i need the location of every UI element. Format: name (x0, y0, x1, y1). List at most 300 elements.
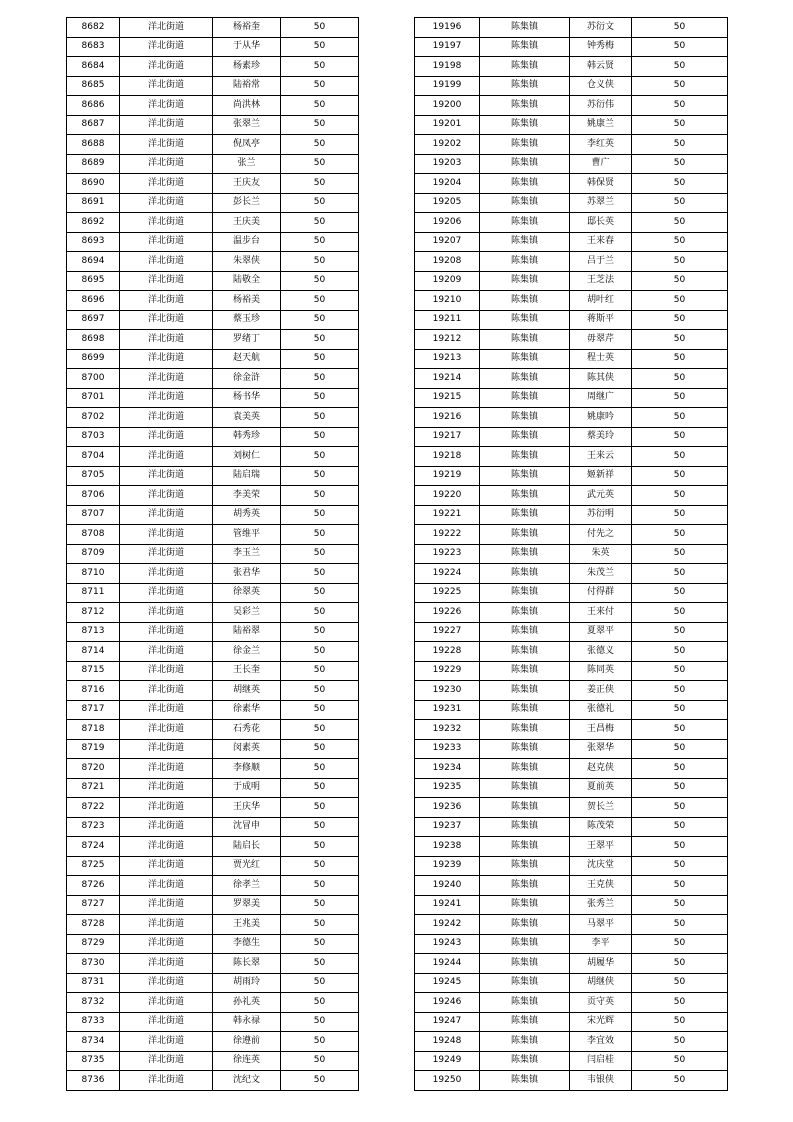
name-cell: 罗绪丁 (213, 330, 281, 350)
name-cell: 付得群 (570, 583, 632, 603)
name-cell: 王长奎 (213, 661, 281, 681)
amount-cell: 50 (281, 310, 359, 330)
name-cell: 杨素珍 (213, 57, 281, 77)
name-cell: 张兰 (213, 154, 281, 174)
table-row (67, 213, 359, 233)
amount-cell: 50 (632, 349, 728, 369)
serial-number-cell: 8696 (67, 291, 120, 311)
township-cell: 陈集镇 (480, 642, 570, 662)
township-cell: 洋北街道 (120, 252, 213, 272)
name-cell: 陆裕常 (213, 76, 281, 96)
name-cell: 毋翠芹 (570, 330, 632, 350)
name-cell: 杨裕奎 (213, 18, 281, 38)
township-cell: 洋北街道 (120, 661, 213, 681)
name-cell: 闫启桂 (570, 1051, 632, 1071)
township-cell: 洋北街道 (120, 427, 213, 447)
amount-cell: 50 (281, 291, 359, 311)
table-row (67, 252, 359, 272)
serial-number-cell: 19239 (415, 856, 480, 876)
name-cell: 于成明 (213, 778, 281, 798)
name-cell: 张德礼 (570, 700, 632, 720)
amount-cell: 50 (632, 213, 728, 233)
township-cell: 洋北街道 (120, 369, 213, 389)
table-row (67, 973, 359, 993)
amount-cell: 50 (281, 700, 359, 720)
table-row (415, 57, 728, 77)
township-cell: 洋北街道 (120, 505, 213, 525)
serial-number-cell: 8687 (67, 115, 120, 135)
serial-number-cell: 19199 (415, 76, 480, 96)
township-cell: 洋北街道 (120, 973, 213, 993)
township-cell: 洋北街道 (120, 876, 213, 896)
serial-number-cell: 19207 (415, 232, 480, 252)
serial-number-cell: 8699 (67, 349, 120, 369)
township-cell: 陈集镇 (480, 661, 570, 681)
amount-cell: 50 (281, 408, 359, 428)
name-cell: 胡继英 (213, 681, 281, 701)
amount-cell: 50 (632, 466, 728, 486)
serial-number-cell: 8736 (67, 1071, 120, 1091)
serial-number-cell: 8685 (67, 76, 120, 96)
township-cell: 陈集镇 (480, 57, 570, 77)
serial-number-cell: 19234 (415, 759, 480, 779)
amount-cell: 50 (632, 330, 728, 350)
township-cell: 洋北街道 (120, 544, 213, 564)
table-row (67, 759, 359, 779)
amount-cell: 50 (632, 76, 728, 96)
serial-number-cell: 19223 (415, 544, 480, 564)
name-cell: 钟秀梅 (570, 37, 632, 57)
table-row (415, 1032, 728, 1052)
amount-cell: 50 (632, 739, 728, 759)
name-cell: 胡雨玲 (213, 973, 281, 993)
table-row (415, 1012, 728, 1032)
township-cell: 洋北街道 (120, 1012, 213, 1032)
name-cell: 姚康兰 (570, 115, 632, 135)
serial-number-cell: 8720 (67, 759, 120, 779)
name-cell: 赵克侠 (570, 759, 632, 779)
serial-number-cell: 19220 (415, 486, 480, 506)
township-cell: 陈集镇 (480, 37, 570, 57)
name-cell: 王来春 (570, 232, 632, 252)
table-row (67, 954, 359, 974)
name-cell: 杨书华 (213, 388, 281, 408)
serial-number-cell: 19212 (415, 330, 480, 350)
serial-number-cell: 8719 (67, 739, 120, 759)
serial-number-cell: 8684 (67, 57, 120, 77)
table-row (67, 564, 359, 584)
name-cell: 韩保贤 (570, 174, 632, 194)
township-cell: 洋北街道 (120, 154, 213, 174)
name-cell: 胡叶红 (570, 291, 632, 311)
serial-number-cell: 8706 (67, 486, 120, 506)
name-cell: 贾光红 (213, 856, 281, 876)
serial-number-cell: 19208 (415, 252, 480, 272)
table-row (415, 954, 728, 974)
serial-number-cell: 8721 (67, 778, 120, 798)
table-row (415, 759, 728, 779)
township-cell: 洋北街道 (120, 583, 213, 603)
township-cell: 陈集镇 (480, 310, 570, 330)
township-cell: 洋北街道 (120, 856, 213, 876)
township-cell: 洋北街道 (120, 310, 213, 330)
name-cell: 王翠平 (570, 837, 632, 857)
amount-cell: 50 (281, 349, 359, 369)
table-row (415, 193, 728, 213)
table-row (415, 96, 728, 116)
table-row (415, 271, 728, 291)
serial-number-cell: 8697 (67, 310, 120, 330)
serial-number-cell: 8686 (67, 96, 120, 116)
table-row (67, 798, 359, 818)
table-row (415, 895, 728, 915)
serial-number-cell: 8704 (67, 447, 120, 467)
name-cell: 苏衍伟 (570, 96, 632, 116)
township-cell: 陈集镇 (480, 778, 570, 798)
name-cell: 蔡玉珍 (213, 310, 281, 330)
amount-cell: 50 (281, 330, 359, 350)
serial-number-cell: 8716 (67, 681, 120, 701)
township-cell: 洋北街道 (120, 57, 213, 77)
name-cell: 沈冒申 (213, 817, 281, 837)
township-cell: 洋北街道 (120, 837, 213, 857)
amount-cell: 50 (281, 817, 359, 837)
serial-number-cell: 19206 (415, 213, 480, 233)
table-row (415, 739, 728, 759)
township-cell: 陈集镇 (480, 330, 570, 350)
serial-number-cell: 19196 (415, 18, 480, 38)
amount-cell: 50 (281, 934, 359, 954)
name-cell: 姜正侠 (570, 681, 632, 701)
serial-number-cell: 8712 (67, 603, 120, 623)
table-row (415, 876, 728, 896)
township-cell: 洋北街道 (120, 798, 213, 818)
table-row (67, 369, 359, 389)
table-row (67, 681, 359, 701)
serial-number-cell: 19204 (415, 174, 480, 194)
name-cell: 王克侠 (570, 876, 632, 896)
table-row (67, 1032, 359, 1052)
table-row (67, 486, 359, 506)
amount-cell: 50 (281, 798, 359, 818)
name-cell: 李宜效 (570, 1032, 632, 1052)
table-row (415, 291, 728, 311)
township-cell: 洋北街道 (120, 759, 213, 779)
right-roster-table (414, 17, 728, 1091)
amount-cell: 50 (632, 252, 728, 272)
township-cell: 洋北街道 (120, 993, 213, 1013)
township-cell: 陈集镇 (480, 271, 570, 291)
amount-cell: 50 (281, 174, 359, 194)
township-cell: 洋北街道 (120, 271, 213, 291)
amount-cell: 50 (281, 427, 359, 447)
table-row (67, 837, 359, 857)
serial-number-cell: 19224 (415, 564, 480, 584)
name-cell: 马翠平 (570, 915, 632, 935)
serial-number-cell: 19205 (415, 193, 480, 213)
township-cell: 洋北街道 (120, 388, 213, 408)
name-cell: 王兆美 (213, 915, 281, 935)
name-cell: 徐金浒 (213, 369, 281, 389)
table-row (67, 18, 359, 38)
township-cell: 洋北街道 (120, 525, 213, 545)
amount-cell: 50 (632, 18, 728, 38)
serial-number-cell: 8714 (67, 642, 120, 662)
township-cell: 陈集镇 (480, 486, 570, 506)
table-row (67, 174, 359, 194)
amount-cell: 50 (632, 564, 728, 584)
serial-number-cell: 8732 (67, 993, 120, 1013)
serial-number-cell: 8723 (67, 817, 120, 837)
amount-cell: 50 (281, 583, 359, 603)
table-row (67, 271, 359, 291)
township-cell: 陈集镇 (480, 934, 570, 954)
serial-number-cell: 19240 (415, 876, 480, 896)
serial-number-cell: 8718 (67, 720, 120, 740)
amount-cell: 50 (281, 681, 359, 701)
table-row (415, 135, 728, 155)
township-cell: 洋北街道 (120, 408, 213, 428)
name-cell: 贺长兰 (570, 798, 632, 818)
amount-cell: 50 (632, 817, 728, 837)
township-cell: 陈集镇 (480, 720, 570, 740)
name-cell: 朱翠侠 (213, 252, 281, 272)
name-cell: 刘树仁 (213, 447, 281, 467)
serial-number-cell: 19244 (415, 954, 480, 974)
township-cell: 陈集镇 (480, 622, 570, 642)
name-cell: 蔡美玲 (570, 427, 632, 447)
name-cell: 沈庆堂 (570, 856, 632, 876)
name-cell: 倪凤亭 (213, 135, 281, 155)
amount-cell: 50 (281, 193, 359, 213)
township-cell: 陈集镇 (480, 76, 570, 96)
table-row (415, 310, 728, 330)
township-cell: 陈集镇 (480, 427, 570, 447)
amount-cell: 50 (632, 408, 728, 428)
township-cell: 陈集镇 (480, 135, 570, 155)
table-row (415, 18, 728, 38)
serial-number-cell: 19200 (415, 96, 480, 116)
name-cell: 管维平 (213, 525, 281, 545)
township-cell: 洋北街道 (120, 895, 213, 915)
amount-cell: 50 (632, 525, 728, 545)
amount-cell: 50 (632, 603, 728, 623)
serial-number-cell: 8710 (67, 564, 120, 584)
township-cell: 陈集镇 (480, 837, 570, 857)
serial-number-cell: 19245 (415, 973, 480, 993)
serial-number-cell: 8722 (67, 798, 120, 818)
serial-number-cell: 19246 (415, 993, 480, 1013)
township-cell: 陈集镇 (480, 681, 570, 701)
amount-cell: 50 (632, 57, 728, 77)
township-cell: 陈集镇 (480, 1051, 570, 1071)
table-row (67, 583, 359, 603)
serial-number-cell: 8700 (67, 369, 120, 389)
serial-number-cell: 8682 (67, 18, 120, 38)
township-cell: 陈集镇 (480, 915, 570, 935)
township-cell: 洋北街道 (120, 954, 213, 974)
township-cell: 陈集镇 (480, 759, 570, 779)
table-row (415, 544, 728, 564)
serial-number-cell: 19229 (415, 661, 480, 681)
amount-cell: 50 (281, 447, 359, 467)
amount-cell: 50 (632, 310, 728, 330)
table-row (415, 856, 728, 876)
township-cell: 洋北街道 (120, 778, 213, 798)
amount-cell: 50 (632, 96, 728, 116)
amount-cell: 50 (632, 720, 728, 740)
name-cell: 夏前英 (570, 778, 632, 798)
township-cell: 陈集镇 (480, 993, 570, 1013)
township-cell: 陈集镇 (480, 1012, 570, 1032)
table-row (415, 720, 728, 740)
township-cell: 陈集镇 (480, 798, 570, 818)
township-cell: 洋北街道 (120, 700, 213, 720)
name-cell: 王庆美 (213, 213, 281, 233)
amount-cell: 50 (281, 739, 359, 759)
table-row (67, 154, 359, 174)
table-row (415, 525, 728, 545)
name-cell: 尚洪林 (213, 96, 281, 116)
township-cell: 陈集镇 (480, 18, 570, 38)
amount-cell: 50 (632, 486, 728, 506)
amount-cell: 50 (281, 76, 359, 96)
township-cell: 陈集镇 (480, 603, 570, 623)
table-row (67, 876, 359, 896)
name-cell: 李平 (570, 934, 632, 954)
name-cell: 夏翠平 (570, 622, 632, 642)
serial-number-cell: 8692 (67, 213, 120, 233)
name-cell: 陈同英 (570, 661, 632, 681)
serial-number-cell: 19215 (415, 388, 480, 408)
township-cell: 洋北街道 (120, 915, 213, 935)
table-row (67, 739, 359, 759)
amount-cell: 50 (281, 135, 359, 155)
table-row (415, 700, 728, 720)
amount-cell: 50 (281, 856, 359, 876)
amount-cell: 50 (281, 154, 359, 174)
name-cell: 姚康吟 (570, 408, 632, 428)
township-cell: 洋北街道 (120, 447, 213, 467)
table-row (67, 622, 359, 642)
township-cell: 洋北街道 (120, 681, 213, 701)
name-cell: 袁美英 (213, 408, 281, 428)
name-cell: 宋光辉 (570, 1012, 632, 1032)
table-row (415, 603, 728, 623)
name-cell: 徐遵前 (213, 1032, 281, 1052)
amount-cell: 50 (281, 895, 359, 915)
name-cell: 王昌梅 (570, 720, 632, 740)
township-cell: 洋北街道 (120, 1071, 213, 1091)
serial-number-cell: 8726 (67, 876, 120, 896)
table-row (415, 213, 728, 233)
table-row (67, 135, 359, 155)
name-cell: 陆裕翠 (213, 622, 281, 642)
table-row (415, 505, 728, 525)
table-row (67, 642, 359, 662)
table-row (67, 700, 359, 720)
name-cell: 陈长翠 (213, 954, 281, 974)
table-row (415, 934, 728, 954)
serial-number-cell: 8690 (67, 174, 120, 194)
amount-cell: 50 (281, 954, 359, 974)
name-cell: 周继广 (570, 388, 632, 408)
name-cell: 李美荣 (213, 486, 281, 506)
serial-number-cell: 8725 (67, 856, 120, 876)
table-row (415, 642, 728, 662)
amount-cell: 50 (632, 1051, 728, 1071)
amount-cell: 50 (632, 115, 728, 135)
serial-number-cell: 19216 (415, 408, 480, 428)
township-cell: 陈集镇 (480, 349, 570, 369)
name-cell: 蒋斯平 (570, 310, 632, 330)
table-row (415, 174, 728, 194)
table-row (415, 993, 728, 1013)
table-row (415, 232, 728, 252)
serial-number-cell: 19247 (415, 1012, 480, 1032)
serial-number-cell: 19227 (415, 622, 480, 642)
serial-number-cell: 19237 (415, 817, 480, 837)
amount-cell: 50 (632, 505, 728, 525)
township-cell: 陈集镇 (480, 174, 570, 194)
amount-cell: 50 (281, 778, 359, 798)
table-row (67, 525, 359, 545)
table-row (415, 778, 728, 798)
township-cell: 洋北街道 (120, 96, 213, 116)
amount-cell: 50 (632, 798, 728, 818)
township-cell: 洋北街道 (120, 291, 213, 311)
serial-number-cell: 19203 (415, 154, 480, 174)
table-row (67, 915, 359, 935)
serial-number-cell: 8695 (67, 271, 120, 291)
name-cell: 王来付 (570, 603, 632, 623)
township-cell: 洋北街道 (120, 934, 213, 954)
amount-cell: 50 (632, 37, 728, 57)
table-row (415, 486, 728, 506)
table-row (415, 661, 728, 681)
table-row (415, 466, 728, 486)
name-cell: 武元英 (570, 486, 632, 506)
amount-cell: 50 (281, 544, 359, 564)
name-cell: 孙礼英 (213, 993, 281, 1013)
table-row (415, 583, 728, 603)
table-row (67, 115, 359, 135)
serial-number-cell: 8703 (67, 427, 120, 447)
serial-number-cell: 19217 (415, 427, 480, 447)
township-cell: 洋北街道 (120, 115, 213, 135)
serial-number-cell: 19219 (415, 466, 480, 486)
table-row (67, 349, 359, 369)
township-cell: 洋北街道 (120, 622, 213, 642)
serial-number-cell: 8715 (67, 661, 120, 681)
township-cell: 洋北街道 (120, 18, 213, 38)
table-row (67, 388, 359, 408)
serial-number-cell: 8731 (67, 973, 120, 993)
table-row (415, 252, 728, 272)
serial-number-cell: 19214 (415, 369, 480, 389)
amount-cell: 50 (632, 759, 728, 779)
name-cell: 于从华 (213, 37, 281, 57)
township-cell: 洋北街道 (120, 232, 213, 252)
name-cell: 贡守英 (570, 993, 632, 1013)
township-cell: 洋北街道 (120, 135, 213, 155)
township-cell: 陈集镇 (480, 817, 570, 837)
amount-cell: 50 (632, 1012, 728, 1032)
table-row (415, 349, 728, 369)
amount-cell: 50 (632, 135, 728, 155)
amount-cell: 50 (632, 154, 728, 174)
name-cell: 胡履华 (570, 954, 632, 974)
